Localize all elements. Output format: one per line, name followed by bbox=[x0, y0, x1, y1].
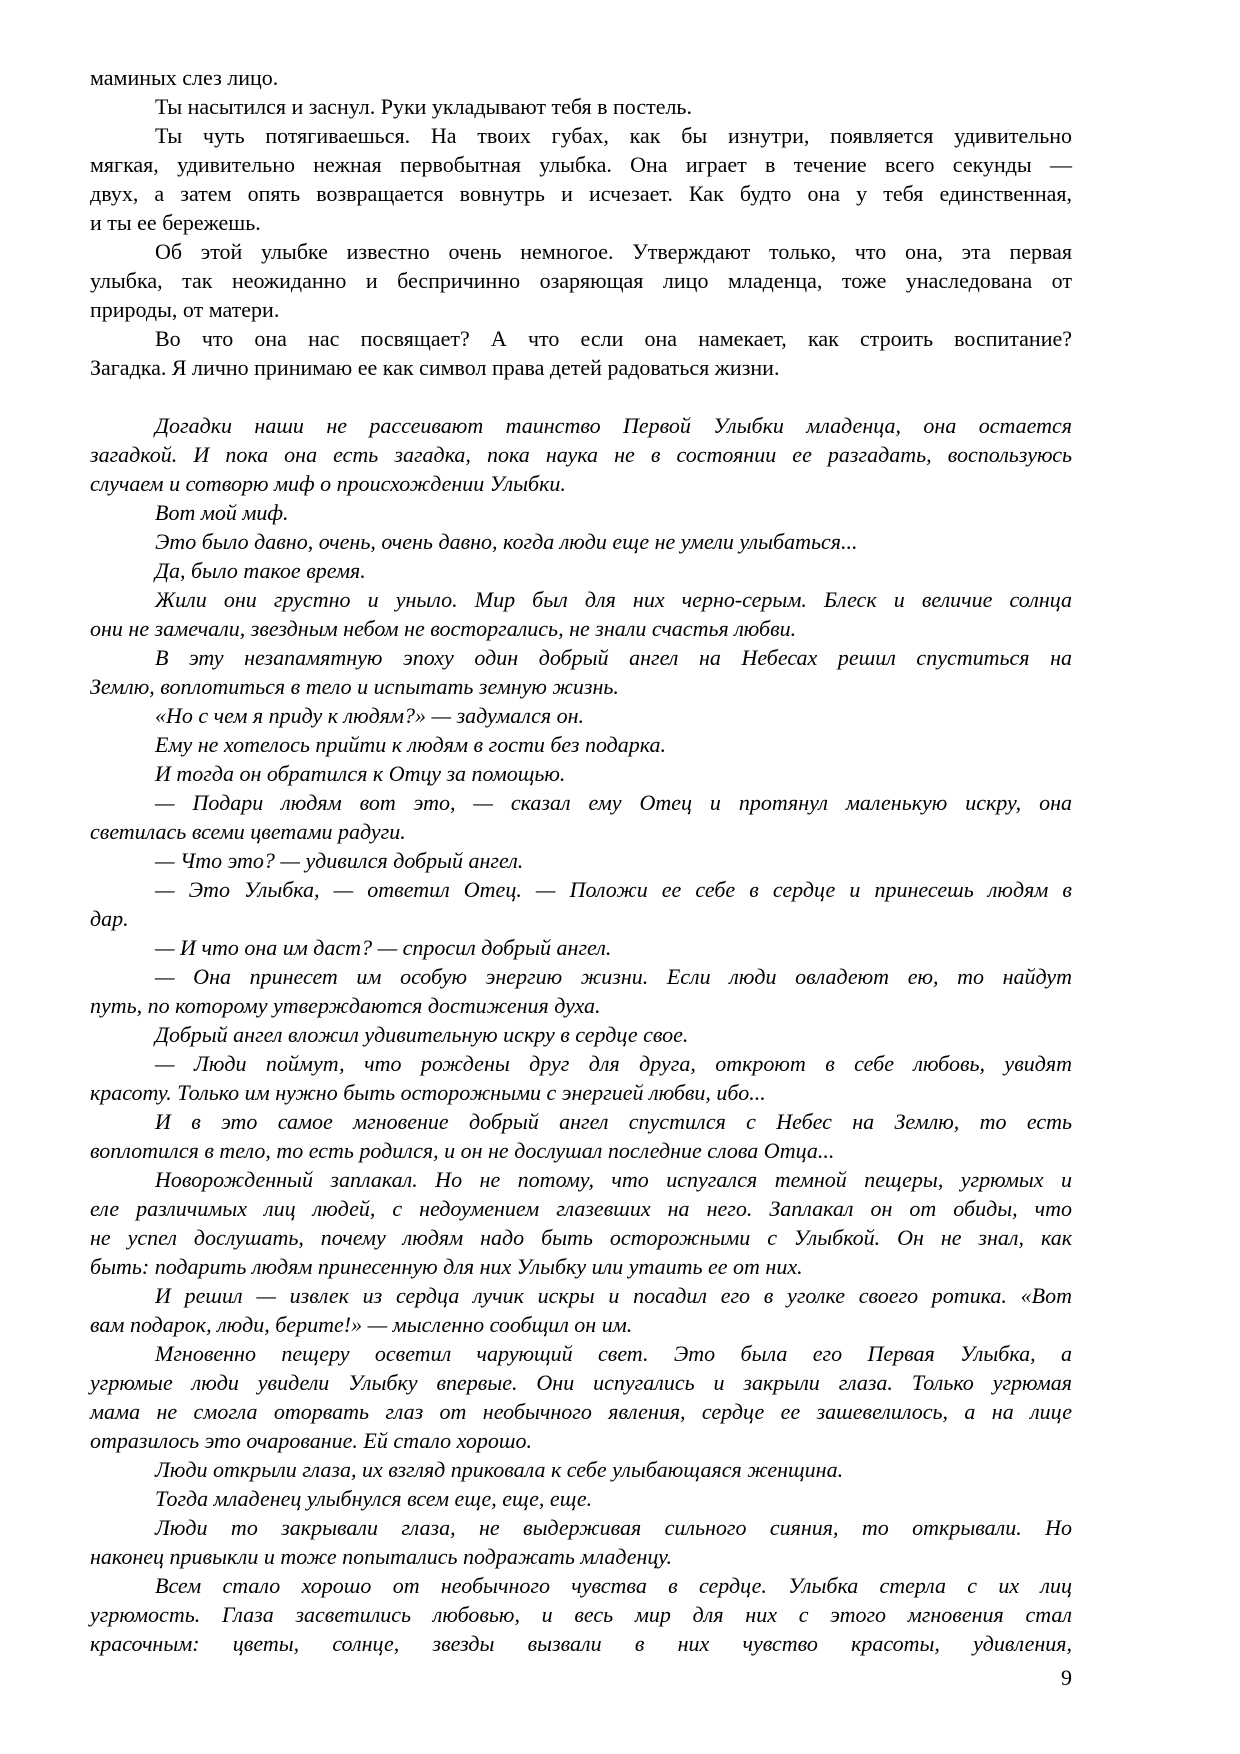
text-line: И в это самое мгновение добрый ангел спустился с Небес на Землю, то есть bbox=[155, 1109, 1072, 1134]
page-number: 9 bbox=[1061, 1665, 1072, 1690]
italic-paragraph bbox=[90, 788, 1072, 846]
paragraph bbox=[90, 237, 1072, 324]
italic-paragraph bbox=[90, 962, 1072, 1020]
document-page-body bbox=[90, 63, 1072, 1658]
italic-paragraph bbox=[90, 527, 1072, 556]
paragraph bbox=[90, 63, 1072, 92]
italic-paragraph bbox=[90, 585, 1072, 643]
text-line: быть: подарить людям принесенную для них Улыбку или утаить ее от них. bbox=[90, 1254, 803, 1279]
text-line: загадкой. И пока она есть загадка, пока наука не в состоянии ее разгадать, воспользуюсь bbox=[90, 442, 1072, 467]
text-line: красочным: цветы, солнце, звезды вызвали в них чувство красоты, удивления, bbox=[90, 1631, 1072, 1656]
text-line: Всем стало хорошо от необычного чувства в сердце. Улыбка стерла с их лиц bbox=[155, 1573, 1072, 1598]
text-line: — Подари людям вот это, — сказал ему Отец и протянул маленькую искру, она bbox=[155, 790, 1072, 815]
italic-paragraph bbox=[90, 1455, 1072, 1484]
text-line: Ты чуть потягиваешься. На твоих губах, как бы изнутри, появляется удивительно bbox=[155, 123, 1072, 148]
paragraph bbox=[90, 324, 1072, 382]
italic-paragraph bbox=[90, 643, 1072, 701]
italic-paragraph bbox=[90, 1339, 1072, 1455]
section-spacer bbox=[90, 382, 1072, 411]
italic-paragraph bbox=[90, 759, 1072, 788]
italic-paragraph bbox=[90, 1571, 1072, 1658]
italic-paragraph bbox=[90, 556, 1072, 585]
text-line: отразилось это очарование. Ей стало хорошо. bbox=[90, 1428, 532, 1453]
text-line: — Что это? — удивился добрый ангел. bbox=[155, 848, 524, 873]
italic-paragraph bbox=[90, 875, 1072, 933]
italic-paragraph bbox=[90, 1513, 1072, 1571]
text-line: двух, а затем опять возвращается вовнутрь и исчезает. Как будто она у тебя единственная, bbox=[90, 181, 1072, 206]
italic-paragraph bbox=[90, 1020, 1072, 1049]
text-line: маминых слез лицо. bbox=[90, 65, 279, 90]
text-line: Землю, воплотиться в тело и испытать земную жизнь. bbox=[90, 674, 619, 699]
italic-paragraph bbox=[90, 1484, 1072, 1513]
text-line: еле различимых лиц людей, с недоумением глазевших на него. Заплакал он от обиды, что bbox=[90, 1196, 1072, 1221]
text-line: красоту. Только им нужно быть осторожными с энергией любви, ибо... bbox=[90, 1080, 766, 1105]
text-line: вам подарок, люди, берите!» — мысленно сообщил он им. bbox=[90, 1312, 633, 1337]
text-line: Ему не хотелось прийти к людям в гости без подарка. bbox=[155, 732, 667, 757]
text-line: воплотился в тело, то есть родился, и он не дослушал последние слова Отца... bbox=[90, 1138, 835, 1163]
text-line: И тогда он обратился к Отцу за помощью. bbox=[155, 761, 566, 786]
text-line: Вот мой миф. bbox=[155, 500, 289, 525]
text-line: Добрый ангел вложил удивительную искру в сердце свое. bbox=[155, 1022, 689, 1047]
text-line: Об этой улыбке известно очень немногое. Утверждают только, что она, эта первая bbox=[155, 239, 1072, 264]
italic-paragraph bbox=[90, 933, 1072, 962]
text-line: «Но с чем я приду к людям?» — задумался он. bbox=[155, 703, 585, 728]
italic-paragraph bbox=[90, 730, 1072, 759]
italic-paragraph bbox=[90, 701, 1072, 730]
text-line: — Это Улыбка, — ответил Отец. — Положи ее себе в сердце и принесешь людям в bbox=[155, 877, 1072, 902]
italic-paragraph bbox=[90, 1049, 1072, 1107]
text-line: Да, было такое время. bbox=[155, 558, 366, 583]
text-line: Люди открыли глаза, их взгляд приковала к себе улыбающаяся женщина. bbox=[155, 1457, 844, 1482]
text-line: природы, от матери. bbox=[90, 297, 280, 322]
italic-paragraph bbox=[90, 846, 1072, 875]
text-line: улыбка, так неожиданно и беспричинно озаряющая лицо младенца, тоже унаследована от bbox=[90, 268, 1072, 293]
text-line: — Люди поймут, что рождены друг для друга, откроют в себе любовь, увидят bbox=[155, 1051, 1072, 1076]
text-line: Мгновенно пещеру осветил чарующий свет. Это была его Первая Улыбка, а bbox=[155, 1341, 1072, 1366]
text-line: Загадка. Я лично принимаю ее как символ права детей радоваться жизни. bbox=[90, 355, 780, 380]
text-line: не успел дослушать, почему людям надо быть осторожными с Улыбкой. Он не знал, как bbox=[90, 1225, 1072, 1250]
text-line: дар. bbox=[90, 906, 129, 931]
text-line: Жили они грустно и уныло. Мир был для них черно-серым. Блеск и величие солнца bbox=[155, 587, 1072, 612]
text-line: Ты насытился и заснул. Руки укладывают тебя в постель. bbox=[155, 94, 692, 119]
italic-paragraph bbox=[90, 1281, 1072, 1339]
text-line: мама не смогла оторвать глаз от необычного явления, сердце ее зашевелилось, а на лице bbox=[90, 1399, 1072, 1424]
text-line: Это было давно, очень, очень давно, когда люди еще не умели улыбаться... bbox=[155, 529, 858, 554]
text-line: Тогда младенец улыбнулся всем еще, еще, еще. bbox=[155, 1486, 593, 1511]
text-line: угрюмые люди увидели Улыбку впервые. Они испугались и закрыли глаза. Только угрюмая bbox=[90, 1370, 1072, 1395]
text-line: они не замечали, звездным небом не восторгались, не знали счастья любви. bbox=[90, 616, 797, 641]
text-line: Во что она нас посвящает? А что если она намекает, как строить воспитание? bbox=[155, 326, 1072, 351]
italic-paragraph bbox=[90, 1165, 1072, 1281]
text-line: И решил — извлек из сердца лучик искры и посадил его в уголке своего ротика. «Вот bbox=[155, 1283, 1072, 1308]
italic-paragraph bbox=[90, 411, 1072, 498]
text-line: угрюмость. Глаза засветились любовью, и весь мир для них с этого мгновения стал bbox=[90, 1602, 1072, 1627]
paragraph bbox=[90, 121, 1072, 237]
text-line: Новорожденный заплакал. Но не потому, что испугался темной пещеры, угрюмых и bbox=[155, 1167, 1072, 1192]
text-line: и ты ее бережешь. bbox=[90, 210, 261, 235]
text-line: Догадки наши не рассеивают таинство Первой Улыбки младенца, она остается bbox=[155, 413, 1072, 438]
paragraph bbox=[90, 92, 1072, 121]
text-line: мягкая, удивительно нежная первобытная улыбка. Она играет в течение всего секунды — bbox=[90, 152, 1072, 177]
italic-paragraph bbox=[90, 498, 1072, 527]
italic-paragraph bbox=[90, 1107, 1072, 1165]
text-line: Люди то закрывали глаза, не выдерживая сильного сияния, то открывали. Но bbox=[155, 1515, 1072, 1540]
text-line: светилась всеми цветами радуги. bbox=[90, 819, 406, 844]
text-line: наконец привыкли и тоже попытались подражать младенцу. bbox=[90, 1544, 673, 1569]
text-line: — И что она им даст? — спросил добрый ангел. bbox=[155, 935, 612, 960]
text-line: В эту незапамятную эпоху один добрый ангел на Небесах решил спуститься на bbox=[155, 645, 1072, 670]
text-line: — Она принесет им особую энергию жизни. Если люди овладеют ею, то найдут bbox=[155, 964, 1072, 989]
text-line: путь, по которому утверждаются достижения духа. bbox=[90, 993, 601, 1018]
text-line: случаем и сотворю миф о происхождении Улыбки. bbox=[90, 471, 566, 496]
